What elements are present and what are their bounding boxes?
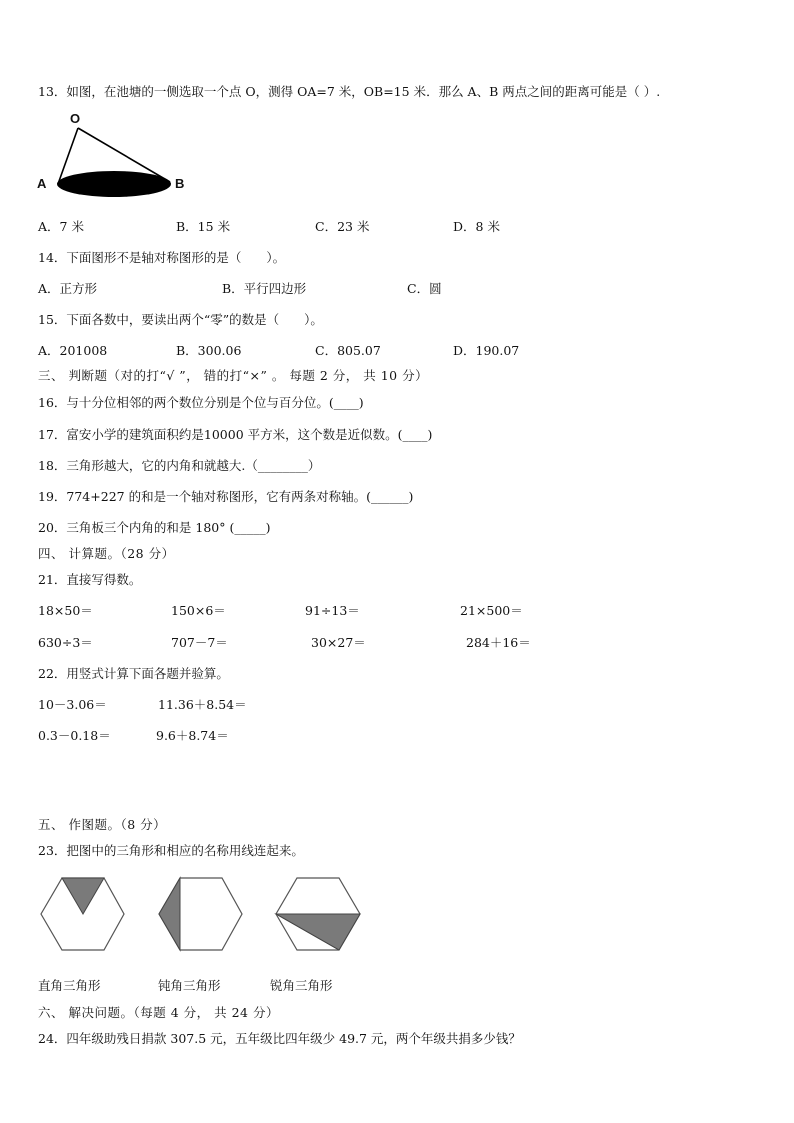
q14-option-b[interactable]: B．平行四边形 [222,281,307,296]
triangle-name[interactable]: 钝角三角形 [158,978,221,993]
q21-item: 21×500＝ [460,603,523,618]
q14-stem: 14．下面图形不是轴对称图形的是（ ）。 [38,250,286,265]
q15-stem: 15．下面各数中，要读出两个“零”的数是（ ）。 [38,312,323,327]
q15-option-c[interactable]: C．805.07 [315,343,381,358]
section-3-heading: 三、 判断题（对的打“√ ”， 错的打“×” 。 每题 2 分， 共 10 分） [38,368,429,383]
q13-stem: 13．如图，在池塘的一侧选取一个点 O，测得 OA=7 米，OB=15 米．那么 A、B 两点之间的距离可能是（ ）. [38,84,661,99]
q21-item: 150×6＝ [171,603,226,618]
q21-item: 30×27＝ [311,635,366,650]
q13-option-c[interactable]: C．23 米 [315,219,370,234]
triangle-name[interactable]: 直角三角形 [38,978,101,993]
q14-option-a[interactable]: A．正方形 [38,281,98,296]
q13-option-a[interactable]: A．7 米 [38,219,84,234]
q18: 18．三角形越大，它的内角和就越大.（________） [38,458,321,473]
q22-item: 10－3.06＝ [38,697,107,712]
q22-item: 0.3－0.18＝ [38,728,111,743]
section-4-heading: 四、 计算题。（28 分） [38,546,175,561]
q17: 17．富安小学的建筑面积约是10000 平方米，这个数是近似数。(____) [38,427,433,442]
q21-item: 18×50＝ [38,603,93,618]
q13-option-d[interactable]: D．8 米 [453,219,500,234]
q15-option-d[interactable]: D．190.07 [453,343,520,358]
q21-item: 91÷13＝ [305,603,360,618]
q21-stem: 21．直接写得数。 [38,572,142,587]
point-a-label: A [37,176,47,191]
q15-option-a[interactable]: A．201008 [38,343,108,358]
section-5-heading: 五、 作图题。（8 分） [38,817,167,832]
q14-option-c[interactable]: C．圆 [407,281,442,296]
q19: 19．774+227 的和是一个轴对称图形，它有两条对称轴。(______) [38,489,414,504]
q13-option-b[interactable]: B．15 米 [176,219,231,234]
q23-stem: 23．把图中的三角形和相应的名称用线连起来。 [38,843,304,858]
q22-item: 11.36＋8.54＝ [158,697,247,712]
q21-item: 284＋16＝ [466,635,531,650]
q21-item: 630÷3＝ [38,635,93,650]
q22-item: 9.6＋8.74＝ [156,728,229,743]
point-o-label: O [70,111,81,126]
q20: 20．三角板三个内角的和是 180° (_____) [38,520,271,535]
q16: 16．与十分位相邻的两个数位分别是个位与百分位。(____) [38,395,364,410]
section-6-heading: 六、 解决问题。（每题 4 分， 共 24 分） [38,1005,279,1020]
q21-item: 707－7＝ [171,635,228,650]
q24: 24．四年级助残日捐款 307.5 元，五年级比四年级少 49.7 元，两个年级共捐多少钱？ [38,1031,521,1046]
q22-stem: 22．用竖式计算下面各题并验算。 [38,666,229,681]
point-b-label: B [175,176,185,191]
triangle-name[interactable]: 锐角三角形 [270,978,333,993]
q15-option-b[interactable]: B．300.06 [176,343,242,358]
